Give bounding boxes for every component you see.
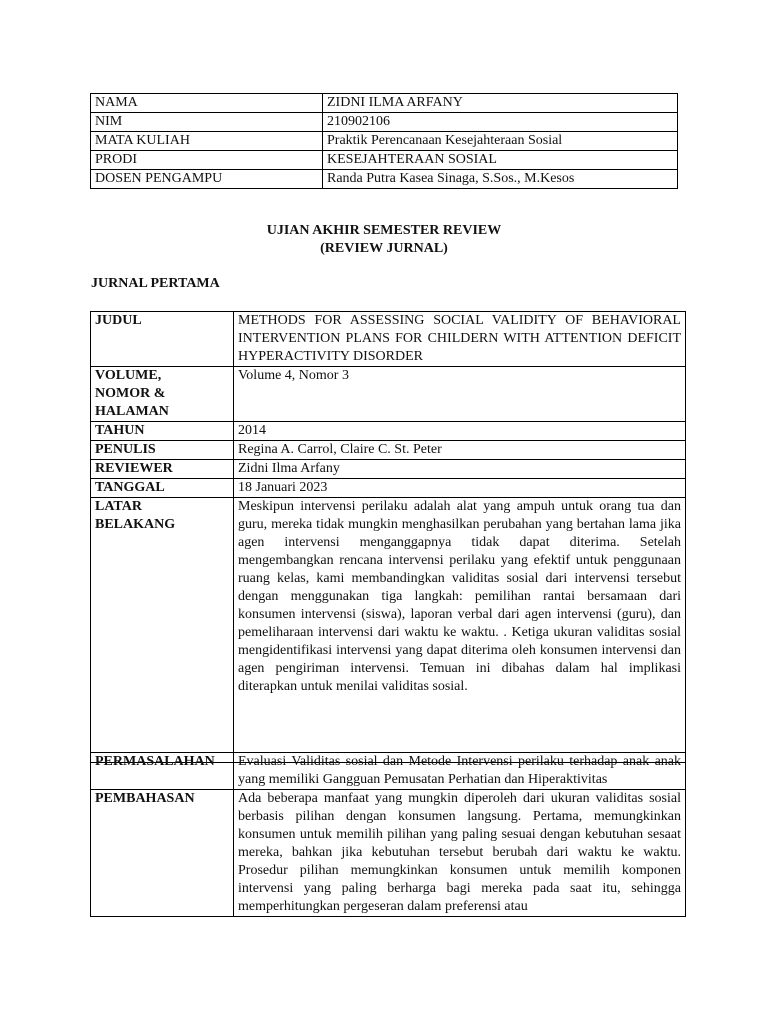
row-value: Regina A. Carrol, Claire C. St. Peter xyxy=(234,441,686,460)
info-label: DOSEN PENGAMPU xyxy=(91,170,323,189)
row-value: Meskipun intervensi perilaku adalah alat yang ampuh untuk orang tua dan guru, mereka tidak mungkin menghasilkan perubahan yang bertahan lama jika agen intervensi menganggapnya tidak dapat diterima. Setelah mengembangkan rencana intervensi perilaku yang efektif untuk penggunaan ruang kelas, kami membandingkan validitas sosial dari intervensi tersebut dengan menggunakan tiga langkah: pemilihan rantai bersamaan dari konsumen intervensi (siswa), laporan verbal dari agen intervensi (guru), dan pemeliharaan intervensi dari waktu ke waktu. . Ketiga ukuran validitas sosial mengidentifikasi intervensi yang dapat diterima oleh konsumen intervensi dan agen pengiriman intervensi. Temuan ini dibahas dalam hal implikasi diterapkan untuk menilai validitas sosial. xyxy=(234,498,686,763)
row-label: TAHUN xyxy=(91,422,234,441)
info-row-mata-kuliah xyxy=(91,132,678,151)
row-value: Volume 4, Nomor 3 xyxy=(234,367,686,422)
info-value: Randa Putra Kasea Sinaga, S.Sos., M.Kesos xyxy=(323,170,678,189)
info-value: KESEJAHTERAAN SOSIAL xyxy=(323,151,678,170)
info-label: NIM xyxy=(91,113,323,132)
info-value: ZIDNI ILMA ARFANY xyxy=(323,94,678,113)
journal-review-table-continued xyxy=(90,752,686,917)
row-label: PEMBAHASAN xyxy=(91,790,234,917)
info-row-nama xyxy=(91,94,678,113)
row-label-line: HALAMAN xyxy=(95,404,169,419)
row-value: 2014 xyxy=(234,422,686,441)
row-label: PENULIS xyxy=(91,441,234,460)
row-label xyxy=(91,498,234,763)
info-value: 210902106 xyxy=(323,113,678,132)
row-label-line: LATAR xyxy=(95,499,142,514)
row-value: METHODS FOR ASSESSING SOCIAL VALIDITY OF BEHAVIORAL INTERVENTION PLANS FOR CHILDERN WITH ATTENTION DEFICIT HYPERACTIVITY DISORDER xyxy=(234,312,686,367)
review-row-tahun xyxy=(91,422,686,441)
row-label: REVIEWER xyxy=(91,460,234,479)
row-label-line: BELAKANG xyxy=(95,517,176,532)
review-row-latar-belakang xyxy=(91,498,686,763)
document-title: UJIAN AKHIR SEMESTER REVIEW xyxy=(266,223,502,238)
info-label: NAMA xyxy=(91,94,323,113)
info-row-nim xyxy=(91,113,678,132)
review-row-judul xyxy=(91,312,686,367)
row-value: Ada beberapa manfaat yang mungkin diperoleh dari ukuran validitas sosial berbasis pilihan dengan konsumen langsung. Pertama, memungkinkan konsumen untuk memilih pilihan yang paling sesuai dengan kebutuhan sesaat mereka, bahkan jika kebutuhan tersebut berubah dari waktu ke waktu. Prosedur pilihan memungkinkan konsumen untuk memilih komponen intervensi yang paling berharga bagi mereka pada saat itu, sehingga memperhitungkan pergeseran dalam preferensi atau xyxy=(234,790,686,917)
journal-review-table xyxy=(90,311,686,763)
review-row-pembahasan xyxy=(91,790,686,917)
row-label: PERMASALAHAN xyxy=(91,753,234,790)
row-label-line: NOMOR & xyxy=(95,386,166,401)
row-label: JUDUL xyxy=(91,312,234,367)
row-value: 18 Januari 2023 xyxy=(234,479,686,498)
review-row-volume xyxy=(91,367,686,422)
info-label: PRODI xyxy=(91,151,323,170)
row-value: Evaluasi Validitas sosial dan Metode Intervensi perilaku terhadap anak anak yang memiliki Gangguan Pemusatan Perhatian dan Hiperaktivitas xyxy=(234,753,686,790)
info-label: MATA KULIAH xyxy=(91,132,323,151)
info-row-dosen xyxy=(91,170,678,189)
row-value: Zidni Ilma Arfany xyxy=(234,460,686,479)
document-subtitle: (REVIEW JURNAL) xyxy=(320,241,448,256)
review-row-permasalahan xyxy=(91,753,686,790)
review-row-tanggal xyxy=(91,479,686,498)
info-row-prodi xyxy=(91,151,678,170)
section-label: JURNAL PERTAMA xyxy=(91,276,220,291)
row-label-line: VOLUME, xyxy=(95,368,162,383)
student-info-table xyxy=(90,93,678,189)
info-value: Praktik Perencanaan Kesejahteraan Sosial xyxy=(323,132,678,151)
row-label xyxy=(91,367,234,422)
review-row-reviewer xyxy=(91,460,686,479)
review-row-penulis xyxy=(91,441,686,460)
row-label: TANGGAL xyxy=(91,479,234,498)
